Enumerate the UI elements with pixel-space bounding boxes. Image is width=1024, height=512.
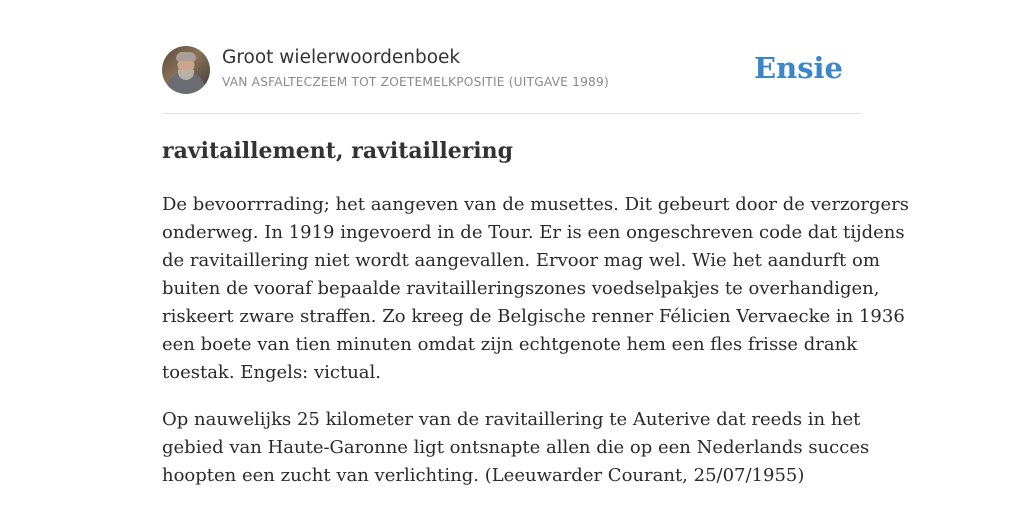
- avatar-beard: [178, 70, 194, 80]
- source-subtitle: VAN ASFALTECZEEM TOT ZOETEMELKPOSITIE (UITGAVE 1989): [222, 75, 609, 89]
- avatar-hair: [176, 52, 196, 61]
- entry-card: [162, 46, 910, 486]
- brand-logo[interactable]: Ensie: [754, 51, 843, 85]
- entry-body: [162, 191, 910, 509]
- paragraph-line: een boete van tien minuten omdat zijn echtgenote hem een fles frisse drank: [162, 334, 858, 355]
- author-avatar: [162, 46, 210, 94]
- paragraph-line: toestak. Engels: victual.: [162, 362, 382, 383]
- paragraph-line: gebied van Haute-Garonne ligt ontsnapte allen die op een Nederlands succes: [162, 437, 870, 458]
- paragraph-line: riskeert zware straffen. Zo kreeg de Belgische renner Félicien Vervaecke in 1936: [162, 306, 905, 327]
- paragraph-line: onderweg. In 1919 ingevoerd in de Tour. Er is een ongeschreven code dat tijdens: [162, 222, 905, 243]
- entry-term: ravitaillement, ravitaillering: [162, 138, 514, 164]
- paragraph-line: buiten de vooraf bepaalde ravitailleringszones voedselpakjes te overhandigen,: [162, 278, 880, 299]
- paragraph-line: de ravitaillering niet wordt aangevallen. Ervoor mag wel. Wie het aandurft om: [162, 250, 880, 271]
- divider: [162, 113, 862, 114]
- paragraph-line: De bevoorrrading; het aangeven van de musettes. Dit gebeurt door de verzorgers: [162, 194, 910, 215]
- paragraph-line: Op nauwelijks 25 kilometer van de ravitaillering te Auterive dat reeds in het: [162, 409, 861, 430]
- source-title[interactable]: Groot wielerwoordenboek: [222, 47, 461, 68]
- definition-paragraph: [162, 191, 910, 387]
- paragraph-line: hoopten een zucht van verlichting. (Leeuwarder Courant, 25/07/1955): [162, 465, 805, 486]
- header: [162, 46, 862, 96]
- quote-paragraph: [162, 406, 870, 490]
